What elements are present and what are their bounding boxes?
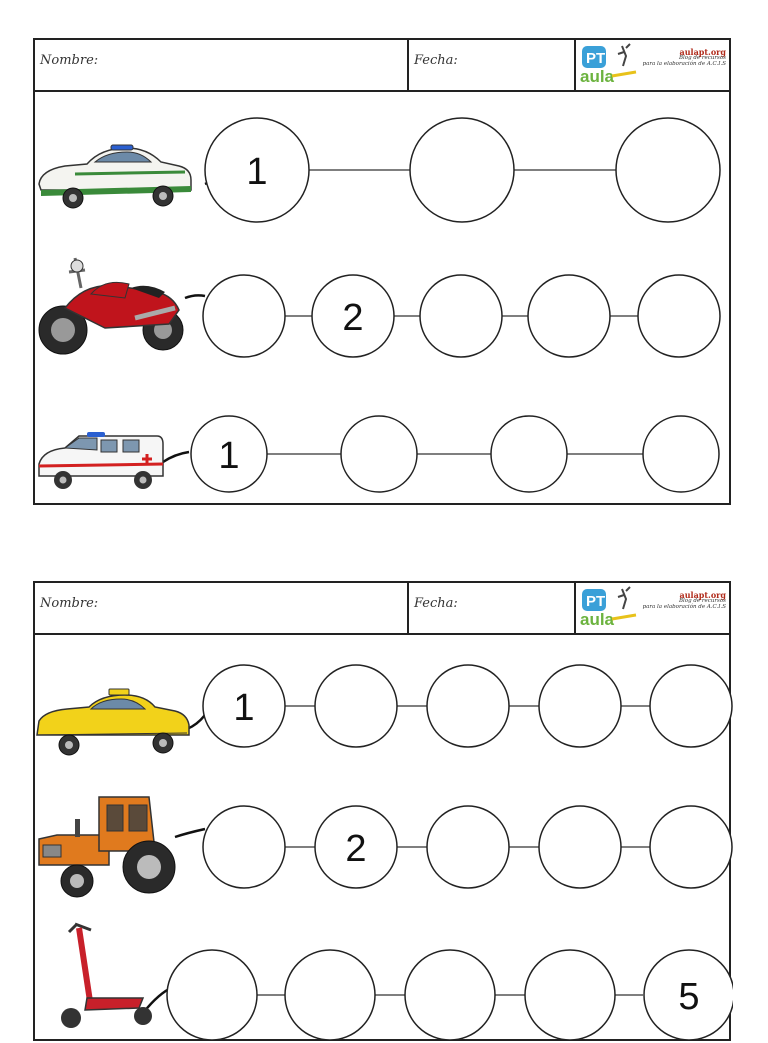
- number-circle[interactable]: [405, 950, 495, 1040]
- number-circle[interactable]: [410, 118, 514, 222]
- svg-text:2: 2: [345, 828, 367, 870]
- sequence-row: [163, 416, 719, 492]
- svg-text:aula: aula: [580, 67, 615, 86]
- number-circle[interactable]: [341, 416, 417, 492]
- number-circle[interactable]: [203, 665, 285, 747]
- svg-text:1: 1: [233, 687, 255, 729]
- number-circle[interactable]: [427, 806, 509, 888]
- number-circle[interactable]: [315, 665, 397, 747]
- svg-text:PT: PT: [586, 50, 606, 67]
- number-circle[interactable]: [644, 950, 733, 1040]
- sequence-row: [185, 275, 720, 357]
- number-circle[interactable]: [315, 806, 397, 888]
- date-label: Fecha:: [414, 53, 458, 68]
- svg-text:aula: aula: [580, 610, 615, 629]
- number-circle[interactable]: [420, 275, 502, 357]
- worksheet-2: [33, 581, 731, 1041]
- number-circle[interactable]: [191, 416, 267, 492]
- name-label: Nombre:: [40, 53, 99, 68]
- logo-title: aulapt.org: [679, 47, 726, 57]
- number-circle[interactable]: [427, 665, 509, 747]
- logo-subtitle: Blog de recursos: [679, 598, 726, 605]
- logo-subtitle: para la elaboración de A.C.I.S: [642, 61, 726, 68]
- svg-text:PT: PT: [586, 593, 606, 610]
- svg-text:1: 1: [246, 151, 268, 193]
- svg-text:5: 5: [678, 976, 700, 1018]
- number-circle[interactable]: [539, 806, 621, 888]
- sequence-row: [175, 806, 732, 888]
- number-circle[interactable]: [539, 665, 621, 747]
- date-label: Fecha:: [414, 596, 458, 611]
- number-circle[interactable]: [285, 950, 375, 1040]
- logo-subtitle: para la elaboración de A.C.I.S: [642, 604, 726, 611]
- svg-text:1: 1: [218, 435, 240, 477]
- number-circle[interactable]: [205, 118, 309, 222]
- number-circle[interactable]: [167, 950, 257, 1040]
- number-circle[interactable]: [312, 275, 394, 357]
- number-circle[interactable]: [525, 950, 615, 1040]
- number-circle[interactable]: [650, 665, 732, 747]
- police-car-icon: [35, 140, 195, 210]
- taxi-icon: [35, 685, 191, 757]
- sequence-row: [205, 118, 720, 222]
- number-circle[interactable]: [616, 118, 720, 222]
- sequence-row: [187, 665, 732, 747]
- number-circle[interactable]: [643, 416, 719, 492]
- motorcycle-icon: [35, 248, 190, 360]
- number-circle[interactable]: [491, 416, 567, 492]
- name-label: Nombre:: [40, 596, 99, 611]
- svg-text:2: 2: [342, 297, 364, 339]
- number-circle[interactable]: [638, 275, 720, 357]
- number-circle[interactable]: [203, 275, 285, 357]
- number-circle[interactable]: [650, 806, 732, 888]
- scooter-icon: [45, 918, 155, 1028]
- sequence-row: [143, 950, 733, 1040]
- ambulance-icon: [35, 430, 165, 494]
- logo-subtitle: Blog de recursos: [679, 55, 726, 62]
- number-circle[interactable]: [528, 275, 610, 357]
- tractor-icon: [35, 789, 180, 899]
- worksheet-1: [33, 38, 731, 505]
- number-circle[interactable]: [203, 806, 285, 888]
- logo-title: aulapt.org: [679, 590, 726, 600]
